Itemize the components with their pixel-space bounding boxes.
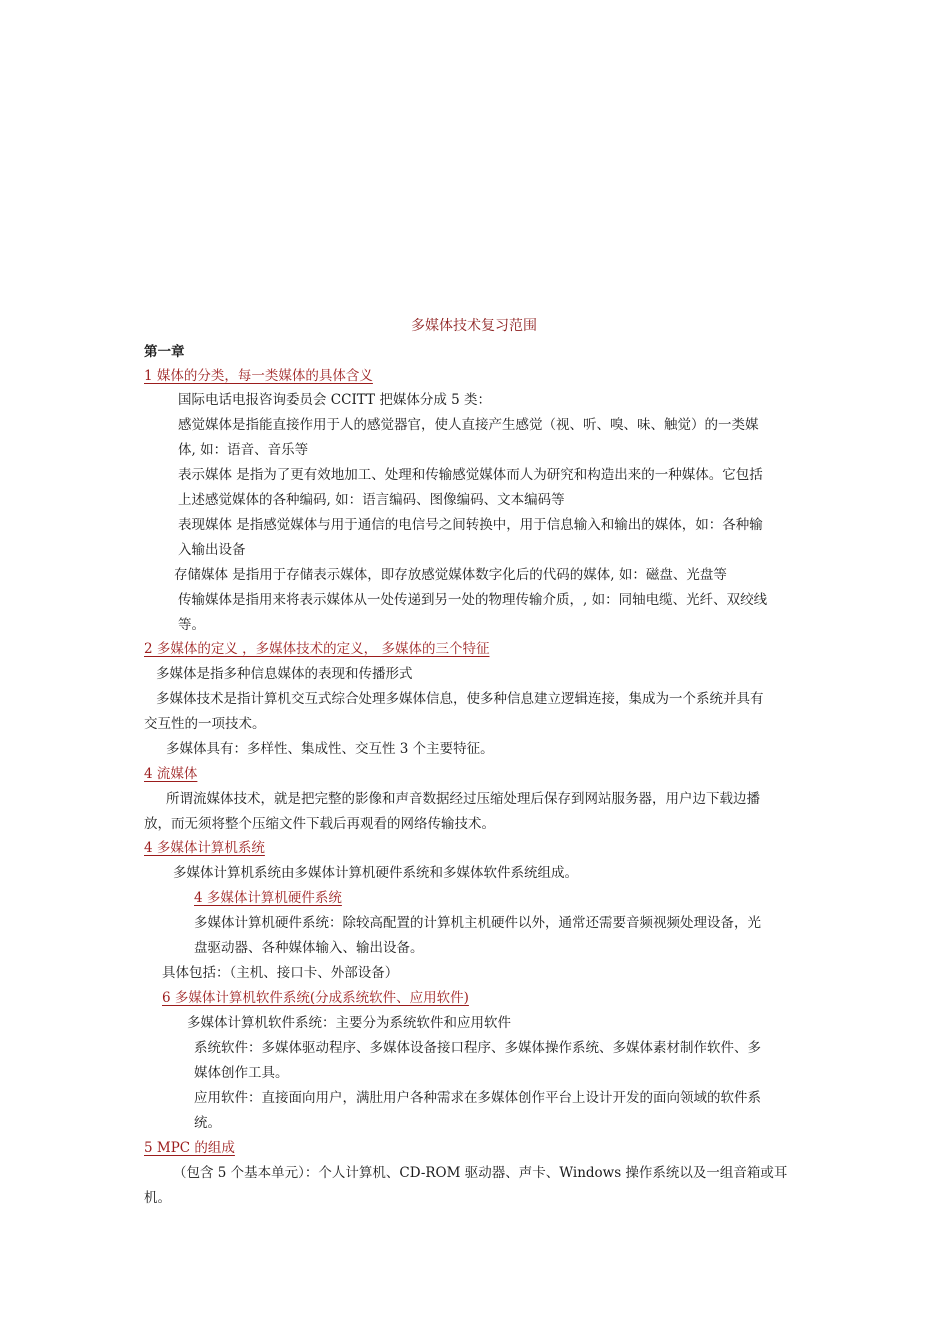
section-heading-multimedia-definition: 2 多媒体的定义 ，多媒体技术的定义， 多媒体的三个特征 bbox=[144, 641, 490, 657]
paragraph-application-software-line-1: 应用软件：直接面向用户，满肚用户各种需求在多媒体创作平台上设计开发的面向领域的软件系 bbox=[194, 1090, 761, 1106]
paragraph-three-features: 多媒体具有：多样性、集成性、交互性 3 个主要特征。 bbox=[166, 741, 494, 757]
paragraph-ccitt-intro: 国际电话电报咨询委员会 CCITT 把媒体分成 5 类： bbox=[178, 392, 492, 408]
chapter-heading: 第一章 bbox=[144, 344, 185, 360]
representation-media-line-2: 上述感觉媒体的各种编码, 如：语言编码、图像编码、文本编码等 bbox=[178, 492, 565, 508]
subsection-heading-hardware-system: 4 多媒体计算机硬件系统 bbox=[194, 890, 342, 906]
document-title: 多媒体技术复习范围 bbox=[411, 318, 537, 334]
presentation-media-line-2: 入输出设备 bbox=[178, 542, 246, 558]
paragraph-application-software-line-2: 统。 bbox=[194, 1115, 221, 1131]
paragraph-system-software-line-1: 系统软件：多媒体驱动程序、多媒体设备接口程序、多媒体操作系统、多媒体素材制作软件、多 bbox=[194, 1040, 761, 1056]
paragraph-mpc-line-1: （包含 5 个基本单元）：个人计算机、CD-ROM 驱动器、声卡、Windows 操作系统以及一组音箱或耳 bbox=[173, 1165, 788, 1181]
paragraph-mpc-line-2: 机。 bbox=[144, 1190, 171, 1206]
paragraph-system-software-line-2: 媒体创作工具。 bbox=[194, 1065, 289, 1081]
storage-media-line: 存储媒体 是指用于存储表示媒体，即存放感觉媒体数字化后的代码的媒体, 如：磁盘、光盘等 bbox=[174, 567, 727, 583]
paragraph-multimedia-definition: 多媒体是指多种信息媒体的表现和传播形式 bbox=[156, 666, 413, 682]
representation-media-line-1: 表示媒体 是指为了更有效地加工、处理和传输感觉媒体而人为研究和构造出来的一种媒体。它包括 bbox=[178, 467, 763, 483]
transmission-media-line-1: 传输媒体是指用来将表示媒体从一处传递到另一处的物理传输介质，, 如：同轴电缆、光纤、双绞线 bbox=[178, 592, 768, 608]
perception-media-line-2: 体, 如：语音、音乐等 bbox=[178, 442, 309, 458]
paragraph-hardware-line-2: 盘驱动器、各种媒体输入、输出设备。 bbox=[194, 940, 424, 956]
paragraph-hardware-includes: 具体包括：（主机、接口卡、外部设备） bbox=[162, 965, 399, 981]
section-heading-software-system: 6 多媒体计算机软件系统(分成系统软件、应用软件) bbox=[162, 990, 469, 1006]
section-heading-mpc-composition: 5 MPC 的组成 bbox=[144, 1140, 235, 1156]
paragraph-computer-system: 多媒体计算机系统由多媒体计算机硬件系统和多媒体软件系统组成。 bbox=[173, 865, 578, 881]
section-heading-multimedia-computer-system: 4 多媒体计算机系统 bbox=[144, 840, 265, 856]
paragraph-multimedia-tech-line-1: 多媒体技术是指计算机交互式综合处理多媒体信息，使多种信息建立逻辑连接，集成为一个系统并具有 bbox=[156, 691, 764, 707]
presentation-media-line-1: 表现媒体 是指感觉媒体与用于通信的电信号之间转换中，用于信息输入和输出的媒体，如：各种输 bbox=[178, 517, 763, 533]
paragraph-streaming-line-2: 放，而无须将整个压缩文件下载后再观看的网络传输技术。 bbox=[144, 816, 495, 832]
section-heading-media-classification: 1 媒体的分类，每一类媒体的具体含义 bbox=[144, 368, 373, 384]
paragraph-streaming-line-1: 所谓流媒体技术，就是把完整的影像和声音数据经过压缩处理后保存到网站服务器，用户边下载边播 bbox=[166, 791, 760, 807]
perception-media-line-1: 感觉媒体是指能直接作用于人的感觉器官，使人直接产生感觉（视、听、嗅、味、触觉）的一类媒 bbox=[178, 417, 759, 433]
transmission-media-line-2: 等。 bbox=[178, 617, 205, 633]
paragraph-multimedia-tech-line-2: 交互性的一项技术。 bbox=[144, 716, 266, 732]
section-heading-streaming-media: 4 流媒体 bbox=[144, 766, 198, 782]
paragraph-hardware-line-1: 多媒体计算机硬件系统：除较高配置的计算机主机硬件以外，通常还需要音频视频处理设备，光 bbox=[194, 915, 761, 931]
paragraph-software-system: 多媒体计算机软件系统：主要分为系统软件和应用软件 bbox=[187, 1015, 511, 1031]
